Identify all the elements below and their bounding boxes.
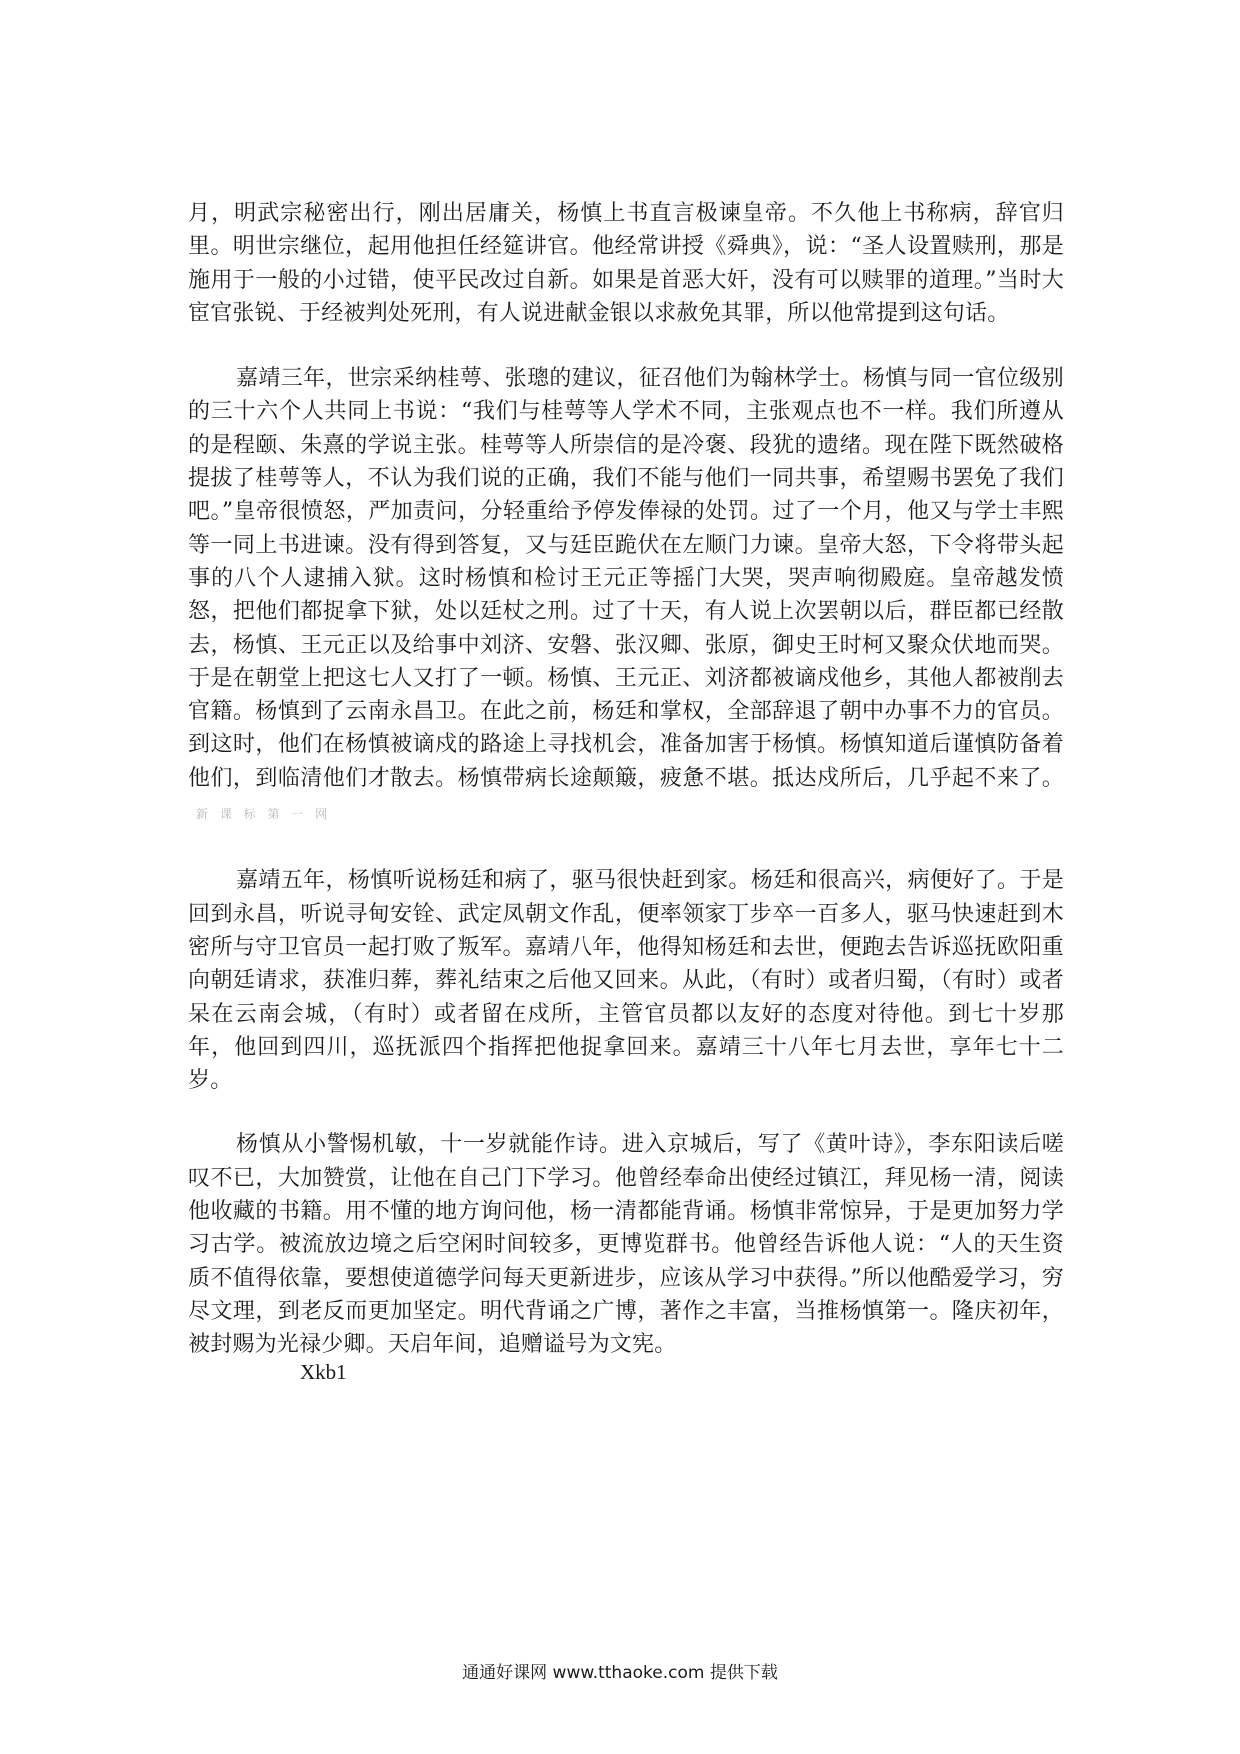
footer-credit: 通通好课网 www.tthaoke.com 提供下载 xyxy=(462,1663,778,1683)
body-text xyxy=(188,197,1064,1362)
paragraph-1: 月，明武宗秘密出行，刚出居庸关，杨慎上书直言极谏皇帝。不久他上书称病，辞官归里。明世宗继位，起用他担任经筵讲官。他经常讲授《舜典》，说：“圣人设置赎刑，那是施用于一般的小过错，使平民改过自新。如果是首恶大奸，没有可以赎罪的道理。”当时大宦官张锐、于经被判处死刑，有人说进献金银以求赦免其罪，所以他常提到这句话。 xyxy=(188,201,1064,326)
paragraph-3: 嘉靖五年，杨慎听说杨廷和病了，驱马很快赶到家。杨廷和很高兴，病便好了。于是回到永昌，听说寻甸安铨、武定凤朝文作乱，便率领家丁步卒一百多人，驱马快速赶到木密所与守卫官员一起打败了叛军。嘉靖八年，他得知杨廷和去世，便跑去告诉巡抚欧阳重向朝廷请求，获准归葬，葬礼结束之后他又回来。从此，（有时）或者归蜀，（有时）或者呆在云南会城，（有时）或者留在戍所，主管官员都以友好的态度对待他。到七十岁那年，他回到四川，巡抚派四个指挥把他捉拿回来。嘉靖三十八年七月去世，享年七十二岁。 xyxy=(188,868,1064,1094)
paragraph-2 xyxy=(188,362,1064,831)
page-mark: Xkb1 xyxy=(300,1360,347,1384)
paragraph-4: 杨慎从小警惕机敏，十一岁就能作诗。进入京城后，写了《黄叶诗》，李东阳读后嗟叹不已，大加赞赏，让他在自己门下学习。他曾经奉命出使经过镇江，拜见杨一清，阅读他收藏的书籍。用不懂的地方询问他，杨一清都能背诵。杨慎非常惊异，于是更加努力学习古学。被流放边境之后空闲时间较多，更博览群书。他曾经告诉他人说：“人的天生资质不值得依靠，要想使道德学问每天更新进步，应该从学习中获得。”所以他酷爱学习，穷尽文理，到老反而更加坚定。明代背诵之广博，著作之丰富，当推杨慎第一。隆庆初年，被封赐为光禄少卿。天启年间，追赠谥号为文宪。 xyxy=(188,1132,1064,1358)
watermark-text: 新 课 标 第 一 网 xyxy=(196,807,332,822)
paragraph-2-text: 嘉靖三年，世宗采纳桂萼、张璁的建议，征召他们为翰林学士。杨慎与同一官位级别的三十六个人共同上书说：“我们与桂萼等人学术不同，主张观点也不一样。我们所遵从的是程颐、朱熹的学说主张。桂萼等人所崇信的是冷褒、段犹的遗绪。现在陛下既然破格提拔了桂萼等人，不认为我们说的正确，我们不能与他们一同共事，希望赐书罢免了我们吧。”皇帝很愤怒，严加责问，分轻重给予停发俸禄的处罚。过了一个月，他又与学士丰熙等一同上书进谏。没有得到答复，又与廷臣跪伏在左顺门力谏。皇帝大怒，下令将带头起事的八个人逮捕入狱。这时杨慎和检讨王元正等摇门大哭，哭声响彻殿庭。皇帝越发愤怒，把他们都捉拿下狱，处以廷杖之刑。过了十天，有人说上次罢朝以后，群臣都已经散去，杨慎、王元正以及给事中刘济、安磐、张汉卿、张原，御史王时柯又聚众伏地而哭。于是在朝堂上把这七人又打了一顿。杨慎、王元正、刘济都被谪戍他乡，其他人都被削去官籍。杨慎到了云南永昌卫。在此之前，杨廷和掌权，全部辞退了朝中办事不力的官员。到这时，他们在杨慎被谪戍的路途上寻找机会，准备加害于杨慎。杨慎知道后谨慎防备着他们，到临清他们才散去。杨慎带病长途颠簸，疲惫不堪。抵达戍所后，几乎起不来了。 xyxy=(188,366,1064,791)
